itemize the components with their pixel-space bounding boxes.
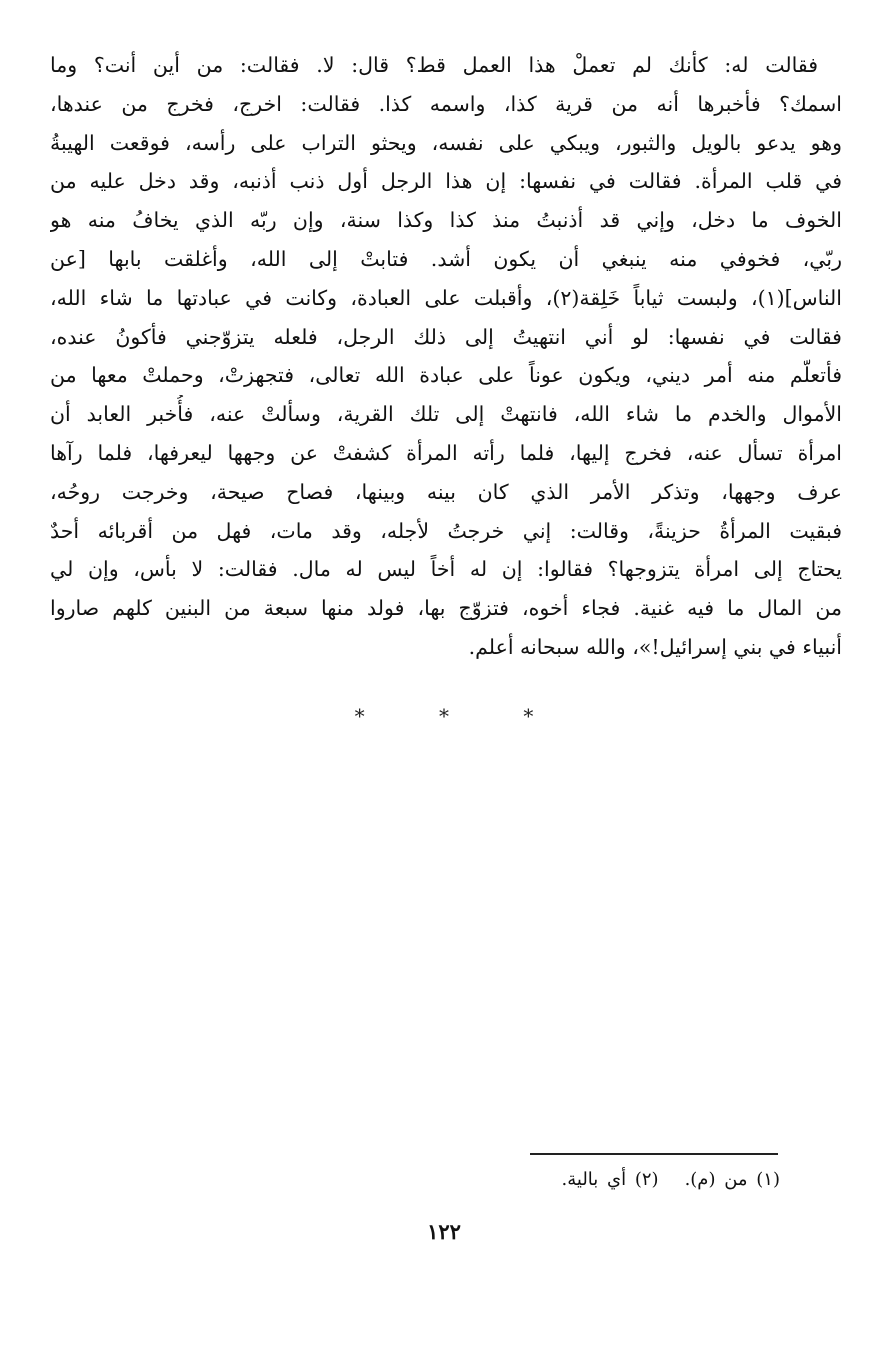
text-line: فأتعلّم منه أمر ديني، ويكون عوناً على عبادة الله تعالى، فتجهزتْ، وحملتْ معها من xyxy=(50,363,842,388)
text-line: الأموال والخدم ما شاء الله، فانتهتْ إلى تلك القرية، وسألتْ عنه، فأُخبر العابد أن xyxy=(50,402,842,427)
text-line: الناس](١)، ولبست ثياباً خَلِقة(٢)، وأقبلت على العبادة، وكانت في عبادتها ما شاء الله، xyxy=(50,285,842,310)
page-number: ١٢٢ xyxy=(427,1219,461,1244)
footnotes xyxy=(562,1166,780,1194)
footnote-1: (١) من (م). xyxy=(684,1169,780,1190)
text-line: اسمك؟ فأخبرها أنه من قرية كذا، واسمه كذا. فقالت: اخرج، فخرج من عندها، xyxy=(50,91,842,116)
text-line: الخوف ما دخل، وإني قد أذنبتُ منذ كذا وكذا سنة، وإن ربّه الذي يخافُ منه هو xyxy=(50,208,842,233)
text-line: من المال ما فيه غنية. فجاء أخوه، فتزوّج بها، فولد منها سبعة من البنين كلهم صاروا xyxy=(50,596,842,621)
text-line: امرأة تسأل عنه، فخرج إليها، فلما رأته المرأة كشفتْ عن وجهها ليعرفها، فلما رآها xyxy=(50,440,842,465)
body-text xyxy=(50,46,842,667)
text-line: يحتاج إلى امرأة يتزوجها؟ فقالوا: إن له أخاً ليس له مال. فقالت: لا بأس، وإن لي xyxy=(50,557,842,582)
text-line: ربّي، فخوفي منه ينبغي أن يكون أشد. فتابتْ إلى الله، وأغلقت بابها [عن xyxy=(50,246,842,271)
text-line: فقالت في نفسها: لو أني انتهيتُ إلى ذلك الرجل، فلعله يتزوّجني فأكونُ عنده، xyxy=(50,324,842,349)
text-line: عرف وجهها، وتذكر الأمر الذي كان بينه وبينها، فصاح صيحة، وخرجت روحُه، xyxy=(50,479,842,504)
text-line: فبقيت المرأةُ حزينةً، وقالت: إني خرجتُ لأجله، وقد مات، فهل من أقربائه أحدٌ xyxy=(50,518,842,543)
section-separator: * * * xyxy=(354,704,568,728)
footnote-2: (٢) أي بالية. xyxy=(561,1169,659,1190)
text-line: وهو يدعو بالويل والثبور، ويبكي على نفسه، ويحثو التراب على رأسه، فوقعت الهيبةُ xyxy=(50,130,842,155)
footnote-divider xyxy=(530,1153,778,1155)
text-line: في قلب المرأة. فقالت في نفسها: إن هذا الرجل أول ذنب أذنبه، وقد دخل عليه من xyxy=(50,169,842,194)
text-line: فقالت له: كأنك لم تعملْ هذا العمل قط؟ قال: لا. فقالت: من أين أنت؟ وما xyxy=(50,53,818,77)
text-line: أنبياء في بني إسرائيل!»، والله سبحانه أعلم. xyxy=(468,634,842,659)
